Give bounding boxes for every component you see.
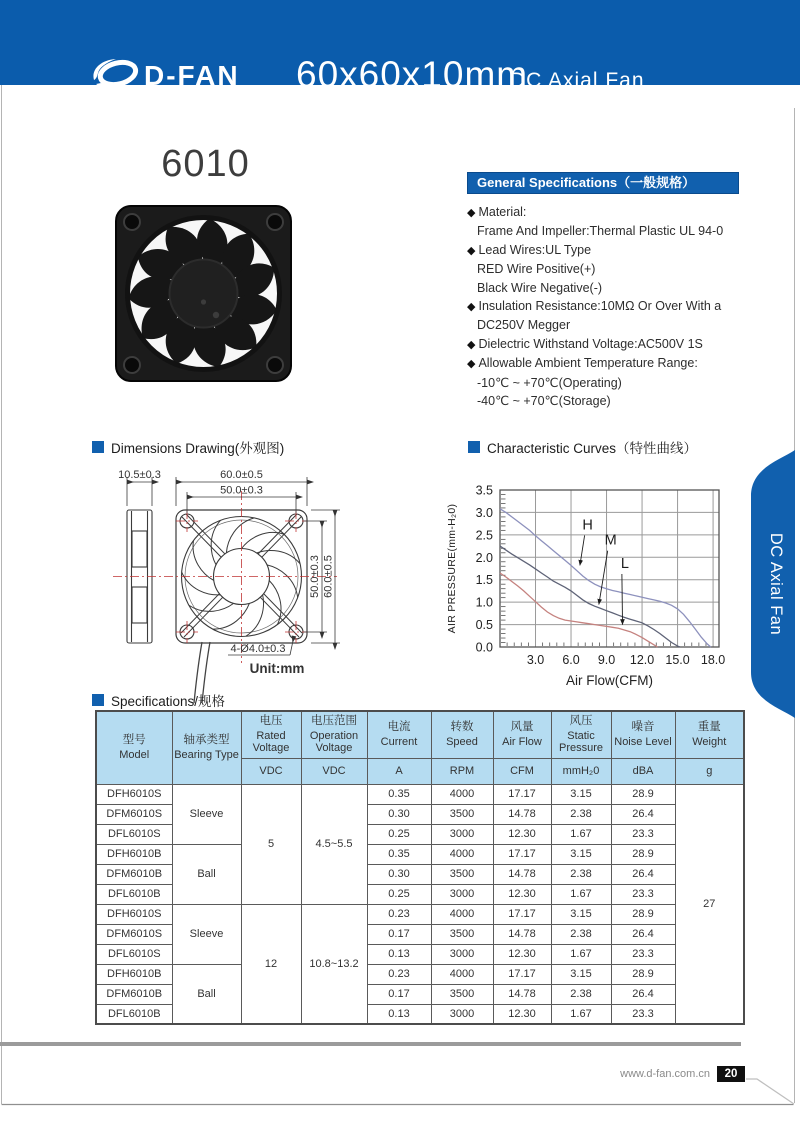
spec-item-text: RED Wire Positive(+) <box>477 262 596 277</box>
table-cell: 0.13 <box>367 944 431 964</box>
table-cell: 4000 <box>431 844 493 864</box>
diamond-bullet-icon: ◆ <box>467 358 476 371</box>
column-header: 电压 Rated Voltage <box>241 711 301 758</box>
table-cell: 12 <box>241 904 301 1024</box>
table-cell: 23.3 <box>611 1004 675 1024</box>
table-cell: 0.23 <box>367 904 431 924</box>
spec-item-text: Insulation Resistance:10MΩ Or Over With a <box>478 299 722 314</box>
characteristic-curves-chart <box>442 462 757 697</box>
table-cell: 12.30 <box>493 944 551 964</box>
x-tick-label: 6.0 <box>562 653 580 667</box>
spec-item <box>467 354 772 373</box>
d-fan-logo-icon <box>92 56 140 92</box>
unit-header: CFM <box>493 758 551 784</box>
table-cell: 28.9 <box>611 784 675 804</box>
table-cell: 5 <box>241 784 301 904</box>
table-cell: DFM6010B <box>96 864 172 884</box>
spec-item <box>467 316 772 334</box>
table-cell: DFL6010B <box>96 884 172 904</box>
website-url: www.d-fan.com.cn <box>620 1068 710 1080</box>
page-subtitle: DC Axial Fan <box>510 69 645 92</box>
spec-item-text: DC250V Megger <box>477 318 571 333</box>
column-header: 电流 Current <box>367 711 431 758</box>
unit-header: g <box>675 758 744 784</box>
table-cell: 14.78 <box>493 864 551 884</box>
table-cell: 2.38 <box>551 864 611 884</box>
page-number-badge: 20 <box>717 1066 745 1082</box>
table-cell: 1.67 <box>551 884 611 904</box>
table-cell: 3000 <box>431 884 493 904</box>
table-cell: 14.78 <box>493 804 551 824</box>
table-cell: 0.30 <box>367 864 431 884</box>
table-cell: 28.9 <box>611 904 675 924</box>
column-header: 型号 Model <box>96 711 172 784</box>
footer-rule <box>0 1042 741 1046</box>
spec-table-heading: Specifications/规格 <box>111 694 226 709</box>
dim-width-outer: 60.0±0.5 <box>220 469 263 481</box>
unit-header: VDC <box>301 758 367 784</box>
table-cell: 4000 <box>431 784 493 804</box>
y-tick-label: 3.0 <box>475 505 493 520</box>
table-cell: 12.30 <box>493 1004 551 1024</box>
spec-item-text: Allowable Ambient Temperature Range: <box>478 356 698 371</box>
spec-item <box>467 374 772 392</box>
spec-item-text: Frame And Impeller:Thermal Plastic UL 94-0 <box>477 224 724 239</box>
table-cell: DFM6010S <box>96 804 172 824</box>
unit-header: mmH₂0 <box>551 758 611 784</box>
table-body <box>96 784 744 1024</box>
curve-L <box>500 573 657 647</box>
dim-holes: 4-Ø4.0±0.3 <box>230 643 286 655</box>
diamond-bullet-icon: ◆ <box>467 338 476 351</box>
spec-item-text: -10℃ ~ +70℃(Operating) <box>477 375 622 390</box>
plot-border <box>500 490 719 647</box>
table-cell: Sleeve <box>172 904 241 964</box>
table-cell: 14.78 <box>493 984 551 1004</box>
column-header: 风压 Static Pressure <box>551 711 611 758</box>
spec-item <box>467 335 772 354</box>
table-cell: 1.67 <box>551 1004 611 1024</box>
table-cell: 23.3 <box>611 824 675 844</box>
table-cell: 0.35 <box>367 784 431 804</box>
table-cell: DFM6010S <box>96 924 172 944</box>
table-cell: 4000 <box>431 964 493 984</box>
fan-product-photo <box>115 205 292 382</box>
curve-label-arrow <box>622 574 623 625</box>
column-header: 噪音 Noise Level <box>611 711 675 758</box>
spec-item-text: Material: <box>478 205 527 219</box>
table-cell: 14.78 <box>493 924 551 944</box>
table-cell: 17.17 <box>493 904 551 924</box>
column-header: 电压范围 Operation Voltage <box>301 711 367 758</box>
diamond-bullet-icon: ◆ <box>467 244 476 257</box>
x-tick-label: 18.0 <box>700 653 726 667</box>
table-cell: DFM6010B <box>96 984 172 1004</box>
table-cell: 1.67 <box>551 944 611 964</box>
table-row <box>96 844 744 864</box>
y-tick-label: 2.5 <box>475 528 493 543</box>
table-cell: 27 <box>675 784 744 1024</box>
y-tick-label: 3.5 <box>475 483 493 498</box>
diamond-bullet-icon: ◆ <box>467 207 476 219</box>
table-cell: 3.15 <box>551 784 611 804</box>
table-cell: 2.38 <box>551 984 611 1004</box>
table-cell: 3500 <box>431 804 493 824</box>
table-cell: 3000 <box>431 824 493 844</box>
table-cell: 4000 <box>431 904 493 924</box>
unit-header: RPM <box>431 758 493 784</box>
table-cell: 17.17 <box>493 844 551 864</box>
table-cell: 12.30 <box>493 884 551 904</box>
table-cell: DFH6010S <box>96 904 172 924</box>
table-cell: 10.8~13.2 <box>301 904 367 1024</box>
spec-item <box>467 241 772 260</box>
table-cell: 3.15 <box>551 904 611 924</box>
spec-item <box>467 203 772 222</box>
table-row <box>96 904 744 924</box>
spec-item <box>467 222 772 240</box>
table-cell: 26.4 <box>611 924 675 944</box>
table-cell: 28.9 <box>611 964 675 984</box>
table-cell: 17.17 <box>493 784 551 804</box>
spec-item <box>467 279 772 297</box>
table-cell: Ball <box>172 844 241 904</box>
dim-thickness: 10.5±0.3 <box>118 469 161 481</box>
table-cell: DFH6010B <box>96 964 172 984</box>
table-cell: 17.17 <box>493 964 551 984</box>
x-tick-label: 12.0 <box>629 653 655 667</box>
table-row <box>96 784 744 804</box>
table-cell: 23.3 <box>611 944 675 964</box>
table-cell: 1.67 <box>551 824 611 844</box>
dim-unit: Unit:mm <box>249 661 305 676</box>
table-cell: 0.17 <box>367 924 431 944</box>
x-axis-label: Air Flow(CFM) <box>566 673 653 688</box>
x-tick-label: 15.0 <box>665 653 690 667</box>
dim-height-holes: 50.0±0.3 <box>309 555 321 598</box>
table-cell: 3000 <box>431 944 493 964</box>
dimensions-heading: Dimensions Drawing(外观图) <box>111 441 285 456</box>
curve-label: M <box>604 532 617 549</box>
table-cell: Ball <box>172 964 241 1024</box>
page-title: 60x60x10mm <box>296 54 529 95</box>
column-header: 轴承类型 Bearing Type <box>172 711 241 784</box>
side-tab <box>740 448 798 720</box>
blue-square-icon <box>468 441 480 453</box>
curve-label: H <box>582 517 593 534</box>
x-tick-label: 3.0 <box>526 653 545 667</box>
unit-header: VDC <box>241 758 301 784</box>
table-cell: DFL6010B <box>96 1004 172 1024</box>
table-header <box>96 711 744 784</box>
table-cell: 12.30 <box>493 824 551 844</box>
table-cell: Sleeve <box>172 784 241 844</box>
spec-item-text: Dielectric Withstand Voltage:AC500V 1S <box>478 336 703 351</box>
column-header: 转数 Speed <box>431 711 493 758</box>
column-header: 风量 Air Flow <box>493 711 551 758</box>
curve-M <box>500 546 680 647</box>
table-cell: 28.9 <box>611 844 675 864</box>
table-cell: 0.25 <box>367 884 431 904</box>
spec-item-text: -40℃ ~ +70℃(Storage) <box>477 394 611 409</box>
side-tab-label: DC Axial Fan <box>767 532 785 636</box>
general-specs-list <box>467 203 772 410</box>
table-cell: 26.4 <box>611 804 675 824</box>
table-cell: DFH6010B <box>96 844 172 864</box>
spec-item-text: Black Wire Negative(-) <box>477 280 603 295</box>
general-specs-header: General Specifications（一般规格） <box>467 172 739 194</box>
y-tick-label: 0.0 <box>475 640 493 655</box>
specifications-table <box>95 710 745 1025</box>
curve-label-arrow <box>580 535 585 565</box>
blue-square-icon <box>92 441 104 453</box>
spec-item <box>467 297 772 316</box>
y-tick-label: 0.5 <box>475 618 493 633</box>
unit-header: dBA <box>611 758 675 784</box>
header-band <box>0 0 800 95</box>
table-cell: DFL6010S <box>96 824 172 844</box>
spec-item <box>467 392 772 410</box>
product-model-number: 6010 <box>161 143 250 185</box>
table-cell: 2.38 <box>551 924 611 944</box>
dim-height-outer: 60.0±0.5 <box>322 555 335 598</box>
diamond-bullet-icon: ◆ <box>467 301 476 314</box>
unit-header: A <box>367 758 431 784</box>
column-header: 重量 Weight <box>675 711 744 758</box>
table-cell: 26.4 <box>611 984 675 1004</box>
table-cell: 0.23 <box>367 964 431 984</box>
table-cell: 3000 <box>431 1004 493 1024</box>
y-tick-label: 1.0 <box>475 595 493 610</box>
table-cell: 3500 <box>431 984 493 1004</box>
table-cell: 0.25 <box>367 824 431 844</box>
dim-width-holes: 50.0±0.3 <box>220 484 263 497</box>
table-cell: 3500 <box>431 864 493 884</box>
table-cell: 0.35 <box>367 844 431 864</box>
blue-square-icon <box>92 694 104 706</box>
table-cell: 23.3 <box>611 884 675 904</box>
table-row <box>96 964 744 984</box>
table-cell: 3.15 <box>551 844 611 864</box>
spec-item <box>467 260 772 278</box>
table-cell: DFL6010S <box>96 944 172 964</box>
curves-heading: Characteristic Curves（特性曲线） <box>487 441 698 456</box>
y-axis-label: AIR PRESSURE(mm-H₂0) <box>446 503 458 634</box>
table-cell: 0.17 <box>367 984 431 1004</box>
spec-item-text: Lead Wires:UL Type <box>478 242 592 257</box>
table-cell: 2.38 <box>551 804 611 824</box>
y-tick-label: 1.5 <box>475 573 493 588</box>
table-cell: 4.5~5.5 <box>301 784 367 904</box>
table-cell: 3500 <box>431 924 493 944</box>
table-cell: 26.4 <box>611 864 675 884</box>
table-cell: 0.30 <box>367 804 431 824</box>
x-tick-label: 9.0 <box>597 653 616 667</box>
table-cell: DFH6010S <box>96 784 172 804</box>
y-tick-label: 2.0 <box>475 550 493 565</box>
curve-label: L <box>620 556 629 573</box>
table-cell: 0.13 <box>367 1004 431 1024</box>
table-cell: 3.15 <box>551 964 611 984</box>
dimensions-drawing <box>85 455 415 715</box>
logo-text: D-FAN <box>144 60 240 91</box>
